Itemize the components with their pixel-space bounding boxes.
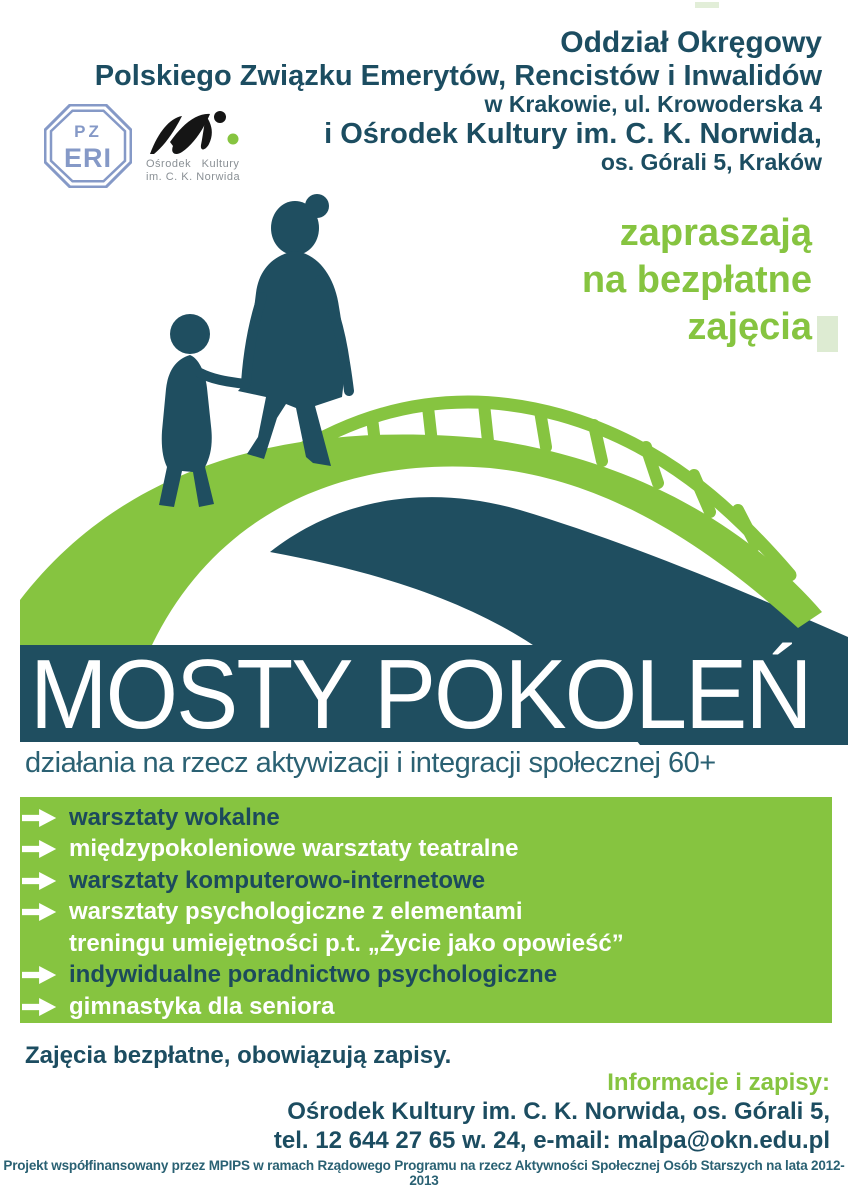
- header-line-3: w Krakowie, ul. Krowoderska 4: [484, 91, 822, 118]
- free-classes-note: Zajęcia bezpłatne, obowiązują zapisy.: [25, 1042, 452, 1069]
- funding-footer: Projekt współfinansowany przez MPIPS w ramach Rządowego Programu na rzecz Aktywności Społecznej Osób Starszych na lata 2012-2013: [3, 1158, 845, 1188]
- adult-silhouette: [238, 194, 349, 466]
- list-item-label: warsztaty wokalne: [69, 803, 280, 831]
- contact-address: Ośrodek Kultury im. C. K. Norwida, os. Górali 5,: [287, 1098, 830, 1125]
- arrow-icon: [20, 840, 60, 858]
- list-item-label: międzypokoleniowe warsztaty teatralne: [69, 835, 519, 863]
- adult-head: [271, 201, 319, 255]
- activities-box: [20, 797, 832, 1023]
- scan-artifact-top: [695, 2, 719, 8]
- list-item: [20, 802, 832, 834]
- pzeri-logo: [44, 104, 132, 188]
- norwid-caption-line-2: im. C. K. Norwida: [146, 171, 241, 183]
- title-banner: [20, 638, 848, 749]
- pzeri-text-bottom: ERI: [63, 143, 113, 173]
- norwid-script-n: [150, 111, 226, 154]
- invitation-line-3: zajęcia: [687, 306, 812, 348]
- list-item: [20, 991, 832, 1023]
- norwid-logo-caption: [146, 158, 240, 184]
- header-line-4: i Ośrodek Kultury im. C. K. Norwida,: [324, 117, 822, 150]
- header-line-5: os. Górali 5, Kraków: [600, 149, 822, 176]
- contact-heading: Informacje i zapisy:: [607, 1069, 830, 1096]
- list-item-label: gimnastyka dla seniora: [69, 992, 335, 1020]
- header-line-2: Polskiego Związku Emerytów, Rencistów i Inwalidów: [94, 59, 822, 92]
- list-item-label: warsztaty komputerowo-internetowe: [69, 866, 486, 894]
- pzeri-text-top: PZ: [74, 122, 102, 141]
- arrow-icon: [20, 998, 60, 1016]
- arrow-icon: [20, 872, 60, 890]
- invitation-line-2: na bezpłatne: [581, 259, 812, 301]
- norwid-green-dot: [228, 134, 239, 145]
- poster-subtitle: działania na rzecz aktywizacji i integracji społecznej 60+: [25, 747, 716, 779]
- child-arm: [200, 373, 245, 384]
- list-item-label: indywidualne poradnictwo psychologiczne: [69, 961, 558, 989]
- contact-phone-email: tel. 12 644 27 65 w. 24, e-mail: malpa@okn.edu.pl: [273, 1127, 830, 1154]
- list-item-continuation: [20, 928, 832, 960]
- norwid-caption-line-1: Ośrodek Kultury: [146, 158, 240, 170]
- list-item-label: treningu umiejętności p.t. „Życie jako opowieść”: [69, 929, 624, 957]
- arrow-icon: [20, 966, 60, 984]
- list-item: [20, 960, 832, 992]
- norwid-logo-mark: [146, 106, 246, 158]
- arrow-icon: [20, 903, 60, 921]
- arrow-icon: [20, 809, 60, 827]
- header-line-1: Oddział Okręgowy: [560, 26, 822, 59]
- list-item: [20, 834, 832, 866]
- list-item: [20, 865, 832, 897]
- contact-block: [274, 1068, 830, 1155]
- child-head: [170, 314, 210, 354]
- invitation-line-1: zapraszają: [619, 212, 812, 254]
- list-item-label: warsztaty psychologiczne z elementami: [69, 898, 523, 926]
- list-item: [20, 897, 832, 929]
- poster-title: MOSTY POKOLEŃ: [30, 638, 811, 749]
